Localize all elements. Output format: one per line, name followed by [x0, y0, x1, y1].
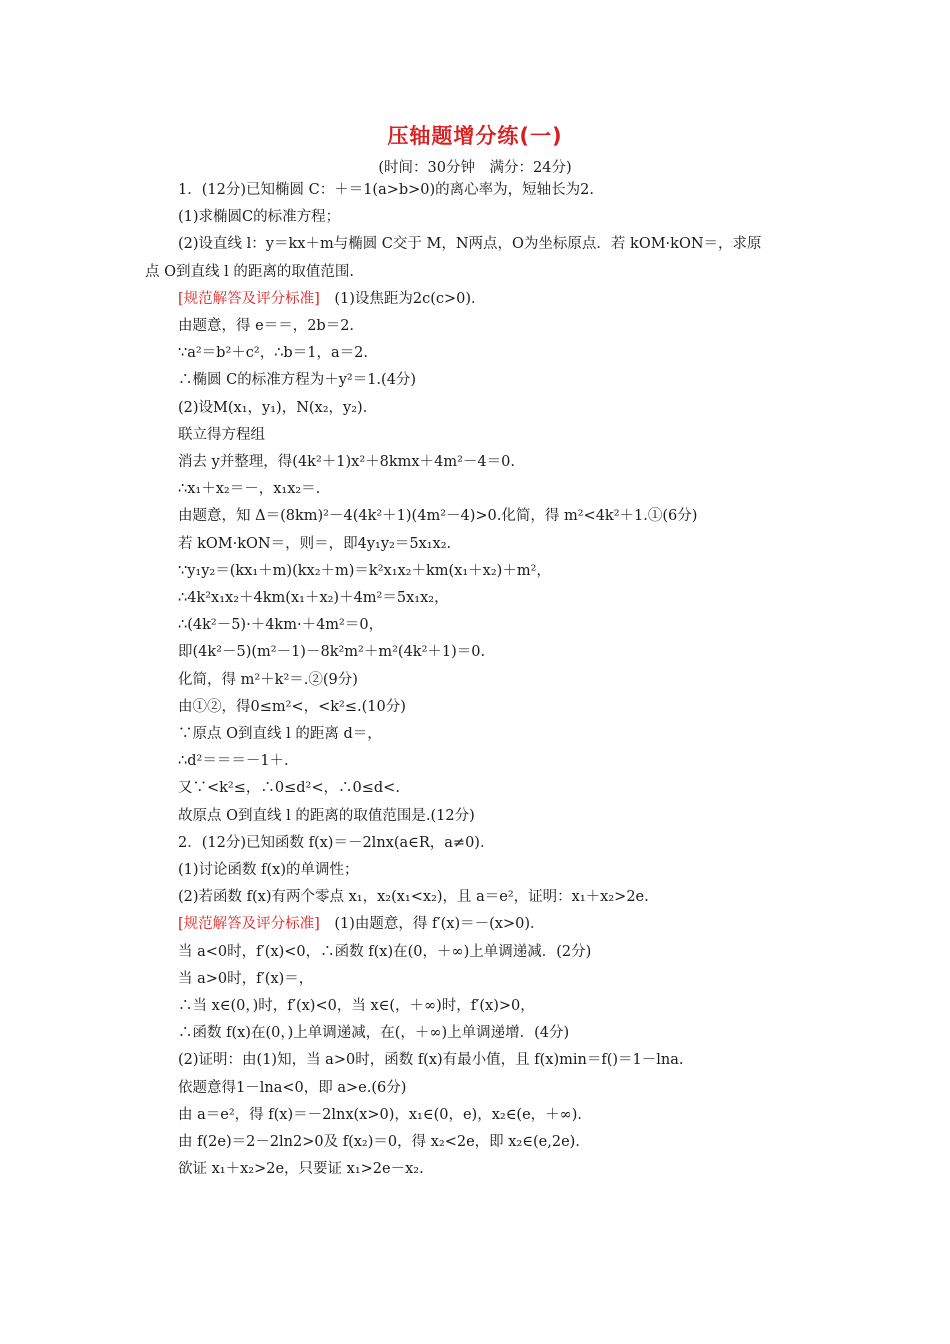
- line-text: 联立得方程组: [178, 426, 265, 443]
- text-line: [178, 369, 416, 391]
- line-text: ∴d²＝＝＝－1＋.: [178, 753, 289, 770]
- text-line: [178, 777, 400, 799]
- text-line: [178, 424, 265, 446]
- line-text: ∴(4k²－5)·＋4km·＋4m²＝0，: [178, 617, 384, 634]
- text-line: [178, 968, 313, 990]
- text-line: [178, 614, 383, 636]
- solution-tag: [规范解答及评分标准]: [178, 290, 320, 307]
- line-text: 由题意，得 e＝＝，2b＝2.: [178, 318, 355, 334]
- line-text: (1)设焦距为2c(c>0)．: [319, 290, 486, 307]
- text-line: [178, 451, 515, 473]
- text-line: [178, 397, 377, 419]
- text-line: [178, 1104, 592, 1126]
- line-text: 点 O到直线 l 的距离的取值范围.: [145, 263, 354, 280]
- text-line: [178, 696, 406, 718]
- text-line: [178, 478, 320, 500]
- text-line: [178, 859, 359, 881]
- line-text: 化简，得 m²＋k²＝.②(9分): [178, 671, 358, 688]
- line-text: 当 a>0时，f′(x)＝，: [178, 970, 314, 987]
- line-text: (2)若函数 f(x)有两个零点 x₁，x₂(x₁<x₂)，且 a＝e²，证明：x₁＋x₂>2e.: [178, 889, 649, 906]
- text-line: [178, 1049, 684, 1071]
- text-line: [178, 1077, 406, 1099]
- line-text: 即(4k²－5)(m²－1)－8k²m²＋m²(4k²＋1)＝0.: [178, 644, 486, 661]
- text-line: [178, 1158, 424, 1180]
- solution-tag: [规范解答及评分标准]: [178, 916, 320, 933]
- line-text: (1)讨论函数 f(x)的单调性；: [178, 862, 359, 878]
- line-text: ∵y₁y₂＝(kx₁＋m)(kx₂＋m)＝k²x₁x₂＋km(x₁＋x₂)＋m²，: [178, 562, 551, 579]
- text-line: [178, 533, 451, 555]
- text-line: [178, 288, 486, 310]
- line-text: (2)设直线 l：y＝kx＋m与椭圆 C交于 M，N两点，O为坐标原点．若 kOM·kON＝，求原: [178, 236, 762, 253]
- line-text: ∴椭圆 C的标准方程为＋y²＝1.(4分): [178, 372, 417, 389]
- line-text: 当 a<0时，f′(x)<0，∴函数 f(x)在(0，＋∞)上单调递减．(2分): [178, 943, 592, 960]
- text-line: [178, 832, 494, 854]
- text-line: [178, 669, 358, 691]
- text-line: [178, 505, 697, 527]
- line-text: 依题意得1－lna<0，即 a>e.(6分): [178, 1079, 407, 1096]
- line-text: 若 kOM·kON＝，则＝，即4y₁y₂＝5x₁x₂.: [178, 535, 452, 552]
- line-text: 故原点 O到直线 l 的距离的取值范围是.(12分): [178, 807, 475, 824]
- line-text: 消去 y并整理，得(4k²＋1)x²＋8kmx＋4m²－4＝0.: [178, 454, 515, 470]
- line-text: ∴x₁＋x₂＝－，x₁x₂＝.: [178, 481, 321, 498]
- line-text: (2)设M(x₁，y₁)，N(x₂，y₂)．: [178, 399, 378, 416]
- line-text: 2．(12分)已知函数 f(x)＝－2lnx(a∈R，a≠0)．: [178, 834, 495, 851]
- line-text: 由题意，知 Δ＝(8km)²－4(4k²＋1)(4m²－4)>0.化简，得 m²<4k²＋1.①(6分): [178, 508, 698, 525]
- text-line: [178, 886, 649, 908]
- line-text: 由 a＝e²，得 f(x)＝－2lnx(x>0)，x₁∈(0，e)，x₂∈(e，＋∞)．: [178, 1106, 592, 1123]
- text-line: [178, 587, 449, 609]
- text-line: [178, 206, 340, 228]
- text-line: [178, 1022, 569, 1044]
- line-text: ∵原点 O到直线 l 的距离 d＝，: [178, 726, 382, 742]
- text-line: [178, 342, 368, 364]
- text-line: [178, 995, 535, 1017]
- line-text: 由 f(2e)＝2－2ln2>0及 f(x₂)＝0，得 x₂<2e，即 x₂∈(e,2e)．: [178, 1134, 590, 1150]
- text-line: [178, 913, 545, 935]
- text-line: [178, 723, 382, 745]
- page-subtitle: (时间：30分钟 满分：24分): [378, 160, 572, 176]
- text-line: [178, 1131, 590, 1153]
- line-text: ∵a²＝b²＋c²，∴b＝1，a＝2.: [178, 345, 368, 362]
- line-text: ∴当 x∈(0，)时，f′(x)<0，当 x∈(，＋∞)时，f′(x)>0，: [178, 998, 535, 1014]
- text-line: [145, 261, 354, 283]
- text-line: [178, 941, 591, 963]
- line-text: 1．(12分)已知椭圆 C：＋＝1(a>b>0)的离心率为，短轴长为2.: [178, 182, 595, 198]
- line-text: (1)求椭圆C的标准方程；: [178, 209, 341, 226]
- line-text: ∴函数 f(x)在(0，)上单调递减，在(，＋∞)上单调递增．(4分): [178, 1025, 570, 1042]
- text-line: [178, 233, 762, 255]
- line-text: ∴4k²x₁x₂＋4km(x₁＋x₂)＋4m²＝5x₁x₂，: [178, 590, 449, 606]
- line-text: 又∵<k²≤，∴0≤d²<，∴0≤d<.: [178, 780, 400, 797]
- text-line: [178, 641, 485, 663]
- text-line: [178, 750, 289, 772]
- text-line: [178, 315, 354, 337]
- line-text: (2)证明：由(1)知，当 a>0时，函数 f(x)有最小值，且 f(x)min＝f()＝1－lna.: [178, 1052, 684, 1069]
- line-text: 由①②，得0≤m²<，<k²≤.(10分): [178, 698, 406, 715]
- text-line: [178, 179, 594, 201]
- page-title: 压轴题增分练(一): [387, 124, 563, 148]
- text-line: [178, 560, 551, 582]
- text-line: [178, 805, 475, 827]
- line-text: 欲证 x₁＋x₂>2e，只要证 x₁>2e－x₂.: [178, 1161, 424, 1178]
- line-text: (1)由题意，得 f′(x)＝－(x>0)．: [319, 916, 545, 933]
